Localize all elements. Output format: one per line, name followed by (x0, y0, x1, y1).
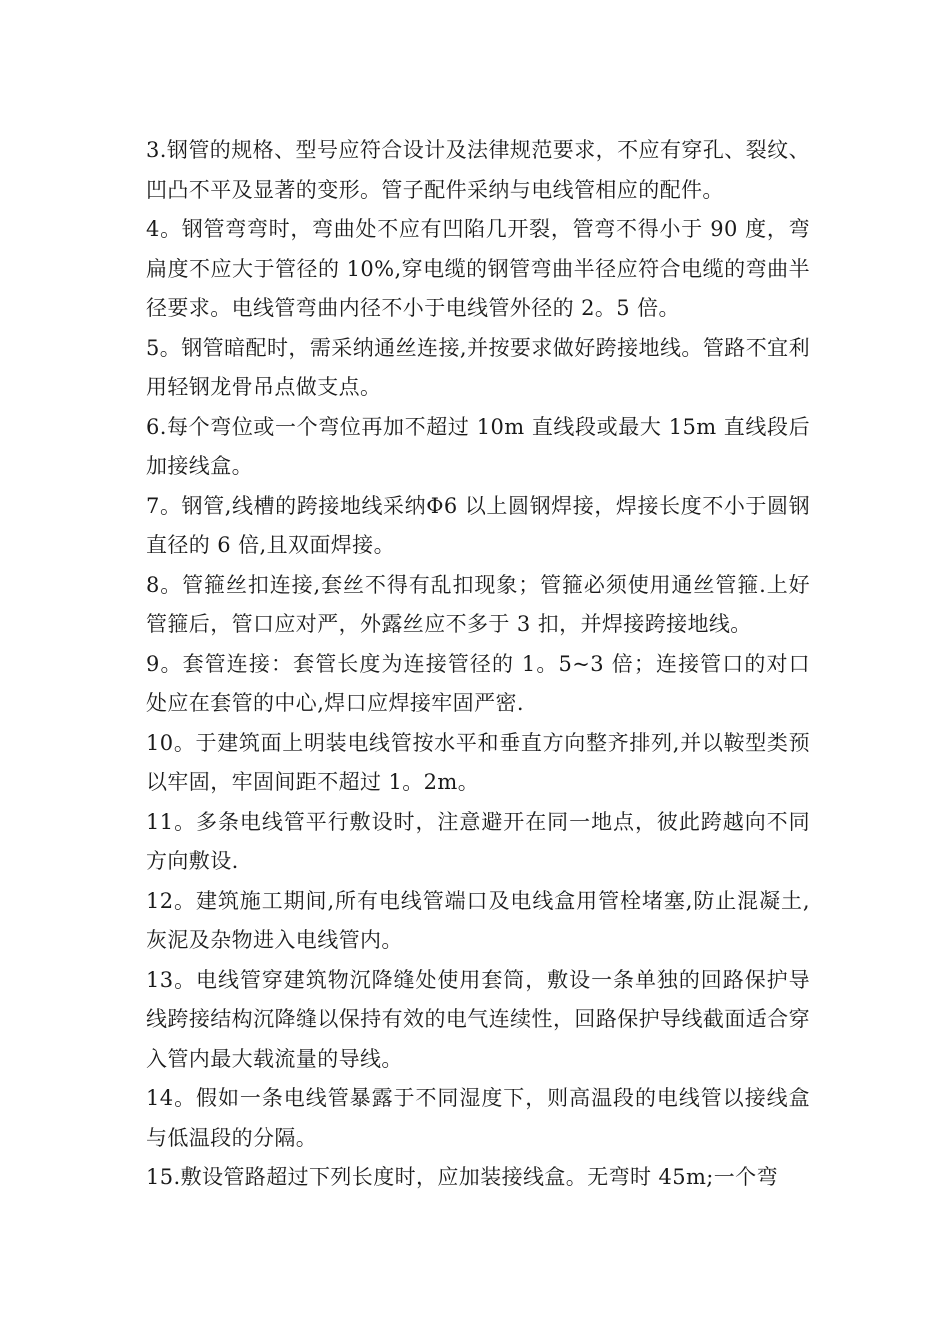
paragraph-item-4: 4。钢管弯弯时，弯曲处不应有凹陷几开裂，管弯不得小于 90 度，弯扁度不应大于管径的 10%,穿电缆的钢管弯曲半径应符合电缆的弯曲半径要求。电线管弯曲内径不小于电线管外径的 2。5 倍。 (146, 217, 810, 320)
paragraph-item-11: 11。多条电线管平行敷设时，注意避开在同一地点，彼此跨越向不同方向敷设. (146, 809, 810, 873)
paragraph-item-9: 9。套管连接：套管长度为连接管径的 1。5~3 倍；连接管口的对口处应在套管的中心,焊口应焊接牢固严密. (146, 651, 810, 715)
paragraph-item-6: 6.每个弯位或一个弯位再加不超过 10m 直线段或最大 15m 直线段后加接线盒。 (146, 414, 810, 478)
paragraph-item-13: 13。电线管穿建筑物沉降缝处使用套筒，敷设一条单独的回路保护导线跨接结构沉降缝以保持有效的电气连续性，回路保护导线截面适合穿入管内最大载流量的导线。 (146, 967, 810, 1071)
paragraph-item-14: 14。假如一条电线管暴露于不同湿度下，则高温段的电线管以接线盒与低温段的分隔。 (146, 1086, 810, 1150)
paragraph-item-12: 12。建筑施工期间,所有电线管端口及电线盒用管栓堵塞,防止混凝土,灰泥及杂物进入电线管内。 (146, 888, 810, 952)
paragraph-item-5: 5。钢管暗配时，需采纳通丝连接,并按要求做好跨接地线。管路不宜利用轻钢龙骨吊点做支点。 (146, 335, 810, 399)
document-body (146, 131, 810, 1198)
paragraph-item-8: 8。管箍丝扣连接,套丝不得有乱扣现象；管箍必须使用通丝管箍.上好管箍后，管口应对严，外露丝应不多于 3 扣，并焊接跨接地线。 (146, 572, 810, 636)
paragraph-item-15: 15.敷设管路超过下列长度时，应加装接线盒。无弯时 45m;一个弯 (146, 1165, 778, 1189)
paragraph-item-7: 7。钢管,线槽的跨接地线采纳Φ6 以上圆钢焊接，焊接长度不小于圆钢直径的 6 倍,且双面焊接。 (146, 493, 810, 557)
paragraph-item-3: 3.钢管的规格、型号应符合设计及法律规范要求，不应有穿孔、裂纹、凹凸不平及显著的变形。管子配件采纳与电线管相应的配件。 (146, 138, 810, 202)
paragraph-item-10: 10。于建筑面上明装电线管按水平和垂直方向整齐排列,并以鞍型类预以牢固，牢固间距不超过 1。2m。 (146, 730, 810, 794)
